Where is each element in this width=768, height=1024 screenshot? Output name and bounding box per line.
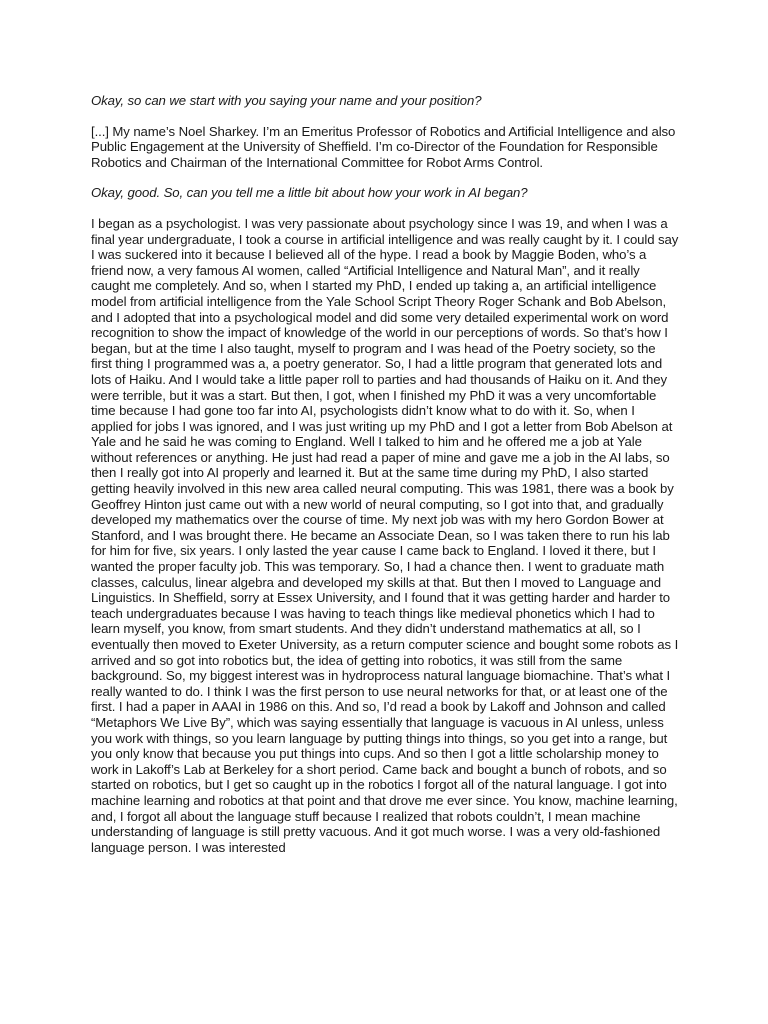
interview-answer-1: [...] My name’s Noel Sharkey. I’m an Emeritus Professor of Robotics and Artificial Intelligence and also Public Engagement at the University of Sheffield. I’m co-Director of the Foundation for Responsible Robotics and Chairman of the International Committee for Robot Arms Control. <box>91 123 676 170</box>
interview-question-1: Okay, so can we start with you saying your name and your position? <box>91 93 482 108</box>
interview-answer-2: I began as a psychologist. I was very passionate about psychology since I was 19, and when I was a final year undergraduate, I took a course in artificial intelligence and was really caught by it. I could say I was suckered into it because I believed all of the hype. I read a book by Maggie Boden, who’s a friend now, a very famous AI women, called “Artificial Intelligence and Natural Man”, and it really caught me completely. And so, when I started my PhD, I ended up taking a, an artificial intelligence model from artificial intelligence from the Yale School Script Theory Roger Schank and Bob Abelson, and I adopted that into a psychological model and did some very detailed experimental work on word recognition to show the impact of knowledge of the world in our perceptions of words. So that’s how I began, but at the time I also taught, myself to program and I was head of the Poetry society, so the first thing I programmed was a, a poetry generator. So, I had a little program that generated lots and lots of Haiku. And I would take a little paper roll to parties and had thousands of Haiku on it. And they were terrible, but it was a start. But then, I got, when I finished my PhD it was a very uncomfortable time because I had gone too far into AI, psychologists didn’t know what to do with it. So, when I applied for jobs I was ignored, and I was just writing up my PhD and I got a letter from Bob Abelson at Yale and he said he was coming to England. Well I talked to him and he offered me a job at Yale without references or anything. He just had read a paper of mine and gave me a job in the AI labs, so then I really got into AI properly and learned it. But at the same time during my PhD, I also started getting heavily involved in this new area called neural computing. This was 1981, there was a book by Geoffrey Hinton just came out with a new world of neural computing, so I got into that, and gradually developed my mathematics over the course of time. My next job was with my hero Gordon Bower at Stanford, and I was brought there. He became an Associate Dean, so I was taken there to run his lab for him for five, six years. I only lasted the year cause I came back to England. I loved it there, but I wanted the proper faculty job. This was temporary. So, I had a chance then. I went to graduate math classes, calculus, linear algebra and developed my skills at that. But then I moved to Language and Linguistics. In Sheffield, sorry at Essex University, and I found that it was getting harder and harder to teach undergraduates because I was having to teach things like medieval phonetics which I had to learn myself, you know, from smart students. And they didn’t understand mathematics at all, so I eventually then moved to Exeter University, as a return computer science and bought some robots as I arrived and so got into robotics but, the idea of getting into robotics, it was still from the same background. So, my biggest interest was in hydroprocess natural language biomachine. That’s what I really wanted to do. I think I was the first person to use neural networks for that, or at least one of the first. I had a paper in AAAI in 1986 on this. And so, I’d read a book by Lakoff and Johnson and called “Metaphors We Live By”, which was saying essentially that language is vacuous in AI unless, unless you work with things, so you learn language by putting things into things, so you get into a range, but you only know that because you put things into cups. And so then I got a little scholarship money to work in Lakoff’s Lab at Berkeley for a short period. Came back and bought a bunch of robots, and so started on robotics, but I get so caught up in the robotics I forgot all of the natural language. I got into machine learning and robotics at that point and that drove me ever since. You know, machine learning, and, I forgot all about the language stuff because I realized that robots couldn’t, I mean machine understanding of language is still pretty vacuous. And it got much worse. I was a very old-fashioned language person. I was interested <box>91 215 679 855</box>
transcript-body <box>91 93 679 870</box>
interview-question-2: Okay, good. So, can you tell me a little bit about how your work in AI began? <box>91 185 528 201</box>
